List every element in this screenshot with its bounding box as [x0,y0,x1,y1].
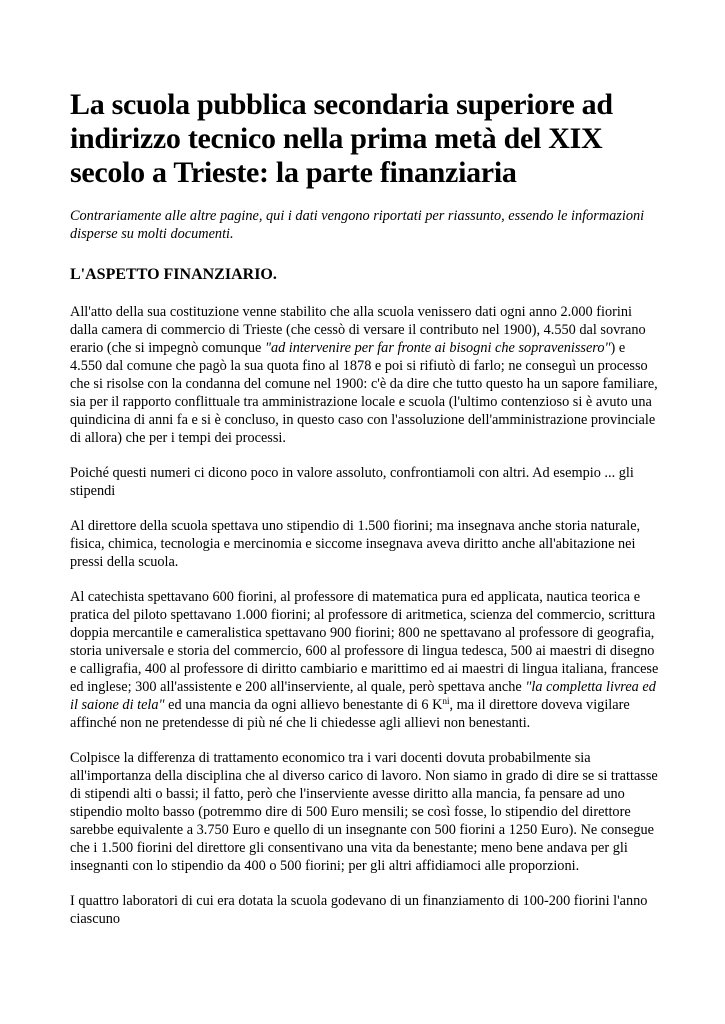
paragraph-salaries-text-a: Al catechista spettavano 600 fiorini, al professore di matematica pura ed applicata, nautica teorica e pratica del piloto spettavano 1.000 fiorini; al professore di aritmetica, scienza del commercio, scrittura doppia mercantile e cameralistica spettavano 900 fiorini; 800 ne spettavano al professore di geografia, storia universale e storia del commercio, 600 al professore di lingua tedesca, 500 ai maestri di disegno e calligrafia, 400 al professore di diritto cambiario e marittimo ed ai maestri di lingua italiana, francese ed inglese; 300 all'assistente e 200 all'inserviente, al quale, però spettava anche [70,589,659,695]
page-title: La scuola pubblica secondaria superiore ad indirizzo tecnico nella prima metà del XIX secolo a Trieste: la parte finanziaria [70,88,613,189]
superscript-ni: ni [442,696,450,706]
paragraph-funding-text-a: All'atto della sua costituzione venne stabilito che alla scuola venissero dati ogni anno 2.000 fiorini dalla camera di commercio di Trieste (che cessò di versare il contributo nel 1900), 4.550 dal sovrano erario (che si impegnò comunque [70,304,646,356]
paragraph-director: Al direttore della scuola spettava uno stipendio di 1.500 fiorini; ma insegnava anche storia naturale, fisica, chimica, tecnologia e mercinomia e siccome insegnava aveva diritto anche all'abitazione nei pressi della scuola. [70,518,641,570]
paragraph-salaries-text-c: , ma il direttore doveva vigilare affinché non ne pretendesse di più né che li chiedesse agli allievi non benestanti. [70,697,630,731]
paragraph-funding-text-b: ) e 4.550 dal comune che pagò la sua quota fino al 1878 e poi si rifiutò di farlo; ne conseguì un processo che si risolse con la condanna del comune nel 1900: c'è da dire che tutto questo ha un sapore familiare, sia per il rapporto conflittuale tra amministrazione locale e scuola (l'ultimo contenzioso si è avuto una quindicina di anni fa e si è concluso, in questo caso con l'assoluzione dell'amministrazione provinciale di allora) che per i tempi dei processi. [70,340,658,446]
quote-livrea: "la completta livrea ed il saione di tela" [70,679,656,713]
quote-erario: "ad intervenire per far fronte ai bisogni che sopravenissero" [264,340,611,356]
paragraph-salaries [70,588,660,732]
intro-note: Contrariamente alle altre pagine, qui i dati vengono riportati per riassunto, essendo le informazioni disperse su molti documenti. [70,208,645,242]
paragraph-salaries-text-b: ed una mancia da ogni allievo benestante di 6 K [164,697,443,713]
document-page [70,88,660,928]
paragraph-laboratories: I quattro laboratori di cui era dotata la scuola godevano di un finanziamento di 100-200 fiorini l'anno ciascuno [70,893,648,927]
paragraph-funding [70,303,660,447]
paragraph-differences: Colpisce la differenza di trattamento economico tra i vari docenti dovuta probabilmente sia all'importanza della disciplina che al diverso carico di lavoro. Non siamo in grado di dire se si trattasse di stipendi alti o bassi; il fatto, però che l'inserviente avesse diritto alla mancia, fa pensare ad uno stipendio molto basso (potremmo dire di 500 Euro mensili; se così fosse, lo stipendio del direttore sarebbe equivalente a 3.750 Euro e quello di un insegnante con 500 fiorini a 1250 Euro). Ne consegue che i 1.500 fiorini del direttore gli consentivano una vita da benestante; meno bene andava per gli insegnanti con lo stipendio da 400 o 500 fiorini; per gli altri affidiamoci alle proporzioni. [70,750,658,874]
section-heading: L'ASPETTO FINANZIARIO. [70,266,277,283]
paragraph-comparison: Poiché questi numeri ci dicono poco in valore assoluto, confrontiamoli con altri. Ad esempio ... gli stipendi [70,465,634,499]
